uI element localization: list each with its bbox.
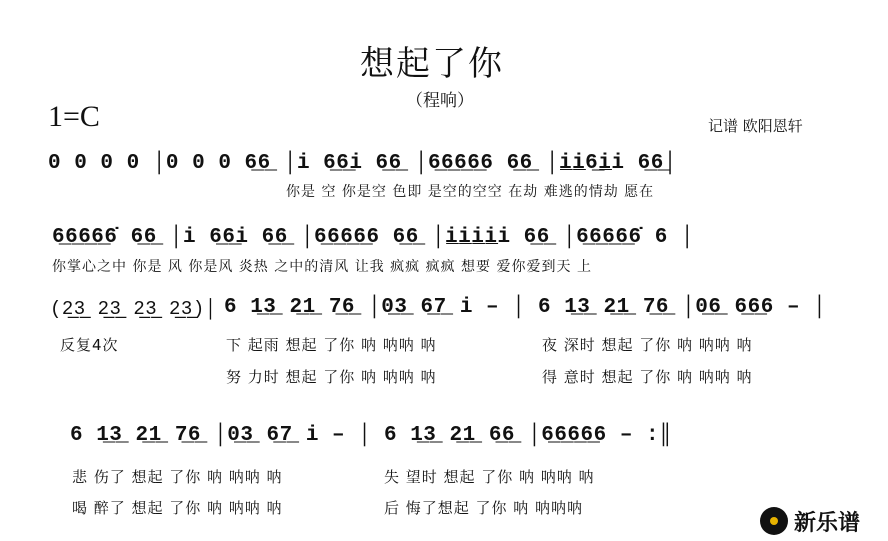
lyrics-row-1: 你是 空 你是空 色即 是空的空空 在劫 难逃的情劫 愿在 <box>286 184 655 200</box>
key-signature: 1=C <box>48 100 100 133</box>
lyrics-row-4-verse-2b: 后 悔了想起 了你 呐 呐呐呐 <box>384 499 584 517</box>
site-logo <box>760 506 860 536</box>
notation-row-2: 6̲6̲6̲6̲6̇ 6̲6̲ │i 6̲6̲i 6̲6̲ │6̲6̲6̲6̲6 6̲6̲ │i̲i̲i̲i̲i 6̲6̲ │6̲6̲6̲6̲6̇ 6 │ <box>52 226 695 249</box>
notation-row-3-part-1: 6 1̲3̲ 2̲1̲ 7̲6̲ │0̲3̲ 6̲7̲ i – │ <box>224 296 526 319</box>
repeat-label: 反复4次 <box>60 336 119 354</box>
notation-row-4-part-2: 6 1̲3̲ 2̲1̲ 6̲6̲ │6̲6̲6̲6̲6 – :║ <box>384 424 673 447</box>
lyrics-row-3-verse-1a: 下 起雨 想起 了你 呐 呐呐 呐 <box>226 336 437 354</box>
notation-row-3-intro: (2̲3̲ 2̲3̲ 2̲3̲ 2̲3̲)│ <box>50 298 217 320</box>
lyrics-row-3-verse-2a: 努 力时 想起 了你 呐 呐呐 呐 <box>226 368 437 386</box>
lyrics-row-3-verse-1b: 夜 深时 想起 了你 呐 呐呐 呐 <box>542 336 753 354</box>
site-logo-text: 新乐谱 <box>794 510 861 536</box>
transcriber-credit: 记谱 欧阳恩轩 <box>708 117 803 135</box>
notation-row-3-part-2: 6 1̲3̲ 2̲1̲ 7̲6̲ │0̲6̲ 6̲6̲6 – │ <box>538 296 827 319</box>
notation-row-4-part-1: 6 1̲3̲ 2̲1̲ 7̲6̲ │0̲3̲ 6̲7̲ i – │ <box>70 424 372 447</box>
lyrics-row-2: 你掌心之中 你是 风 你是风 炎热 之中的清风 让我 疯疯 疯疯 想要 爱你爱到天 上 <box>52 259 592 275</box>
lyrics-row-4-verse-1a: 悲 伤了 想起 了你 呐 呐呐 呐 <box>72 468 283 486</box>
record-disc-icon <box>760 507 788 535</box>
notation-row-1: 0 0 0 0 │0 0 0 6̲6̲ │i 6̲6̲i 6̲6̲ │6̲6̲6̲6̲6 6̲6̲ │i̲i̲6̲i̲i 6̲6̲│ <box>48 152 677 175</box>
song-title: 想起了你 <box>360 44 504 84</box>
lyrics-row-4-verse-2a: 喝 醉了 想起 了你 呐 呐呐 呐 <box>72 499 283 517</box>
lyrics-row-4-verse-1b: 失 望时 想起 了你 呐 呐呐 呐 <box>384 468 595 486</box>
singer-name: （程响） <box>406 91 474 111</box>
lyrics-row-3-verse-2b: 得 意时 想起 了你 呐 呐呐 呐 <box>542 368 753 386</box>
